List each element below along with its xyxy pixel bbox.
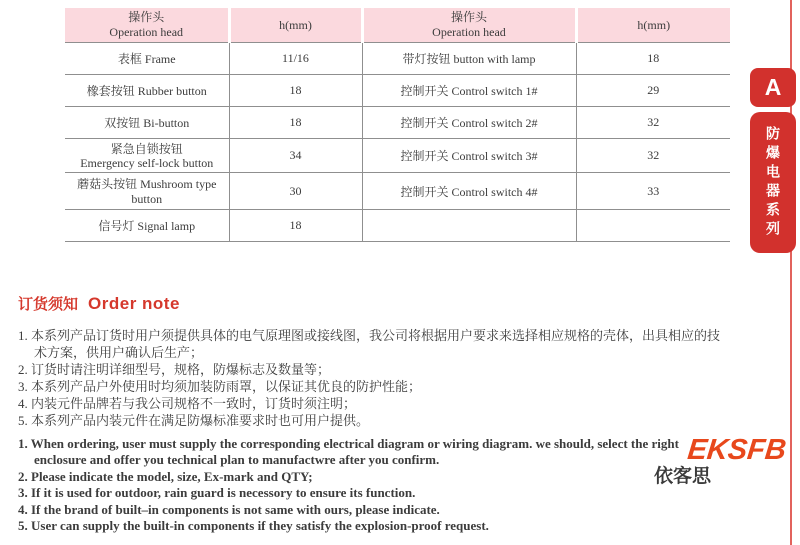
cell-right-label: 控制开关 Control switch 1# bbox=[362, 75, 576, 107]
cell-right-h: 33 bbox=[576, 173, 730, 210]
cell-left-label bbox=[65, 210, 229, 242]
brand-logo-chinese: 依客思 bbox=[654, 466, 712, 487]
cell-left-h: 11/16 bbox=[229, 43, 362, 75]
cell-text: 蘑菇头按钮 Mushroom type button bbox=[77, 177, 217, 206]
cell-right-h bbox=[576, 210, 730, 242]
cell-right-h: 29 bbox=[576, 75, 730, 107]
cell-right-h: 32 bbox=[576, 139, 730, 173]
table-header-row bbox=[65, 8, 730, 43]
note-item-en-5: 5. User can supply the built-in components if they satisfy the explosion-proof request. bbox=[18, 518, 489, 534]
cell-left-h: 18 bbox=[229, 107, 362, 139]
header-zh: 操作头 bbox=[450, 10, 487, 24]
cell-left-h: 18 bbox=[229, 75, 362, 107]
order-note-title-en: Order note bbox=[88, 294, 180, 313]
cell-text: 橡套按钮 Rubber button bbox=[86, 84, 207, 98]
cell-text: 信号灯 Signal lamp bbox=[98, 219, 196, 233]
table-row bbox=[65, 43, 730, 75]
brand-logo bbox=[654, 436, 786, 489]
col-header-h-left bbox=[229, 8, 362, 43]
cell-right-label: 控制开关 Control switch 3# bbox=[362, 139, 576, 173]
section-tab-series bbox=[750, 112, 796, 253]
note-item-en-4: 4. If the brand of built–in components is not same with ours, please indicate. bbox=[18, 501, 440, 517]
note-item-zh-5: 5. 本系列产品内装元件在满足防爆标准要求时也可用户提供。 bbox=[18, 413, 370, 428]
operation-head-spec-table bbox=[65, 8, 730, 242]
cell-right-h: 18 bbox=[576, 43, 730, 75]
header-en: Operation head bbox=[432, 25, 506, 39]
cell-left-label bbox=[65, 43, 229, 75]
cell-text-line2: Emergency self-lock button bbox=[80, 155, 214, 170]
table-row bbox=[65, 210, 730, 242]
col-header-operation-head-right bbox=[362, 8, 576, 43]
brand-logo-text: EKSFB bbox=[686, 434, 788, 466]
order-note-section bbox=[18, 293, 730, 534]
section-tab-letter bbox=[750, 68, 796, 107]
cell-right-label: 控制开关 Control switch 2# bbox=[362, 107, 576, 139]
note-item-en-2: 2. Please indicate the model, size, Ex-mark and QTY; bbox=[18, 468, 313, 484]
order-note-list-english bbox=[18, 436, 730, 534]
header-h-label: h(mm) bbox=[637, 17, 671, 32]
note-item-zh-2: 2. 订货时请注明详细型号，规格，防爆标志及数量等； bbox=[18, 362, 331, 377]
cell-right-h: 32 bbox=[576, 107, 730, 139]
cell-left-h: 34 bbox=[229, 139, 362, 173]
note-item-zh-3: 3. 本系列产品户外使用时均须加装防雨罩，以保证其优良的防护性能； bbox=[18, 379, 422, 394]
table-row bbox=[65, 139, 730, 173]
cell-text: 紧急自锁按钮 bbox=[110, 141, 183, 156]
order-note-title-zh: 订货须知 bbox=[18, 296, 79, 313]
cell-right-label bbox=[362, 210, 576, 242]
table-row bbox=[65, 75, 730, 107]
cell-left-label bbox=[65, 75, 229, 107]
note-item-zh-4: 4. 内装元件品牌若与我公司规格不一致时，订货时须注明； bbox=[18, 396, 357, 411]
table-row bbox=[65, 107, 730, 139]
cell-left-label bbox=[65, 107, 229, 139]
order-note-list-chinese bbox=[18, 327, 730, 429]
header-h-label: h(mm) bbox=[279, 17, 312, 32]
header-zh: 操作头 bbox=[128, 10, 165, 24]
cell-right-label: 控制开关 Control switch 4# bbox=[362, 173, 576, 210]
cell-left-h: 18 bbox=[229, 210, 362, 242]
cell-left-label bbox=[65, 173, 229, 210]
cell-text: 双按钮 Bi-button bbox=[104, 116, 190, 130]
cell-text: 表框 Frame bbox=[117, 52, 176, 66]
order-note-title bbox=[18, 293, 730, 314]
cell-right-label: 带灯按钮 button with lamp bbox=[362, 43, 576, 75]
series-label: 防爆电器系列 bbox=[765, 125, 781, 240]
section-letter: A bbox=[764, 74, 782, 100]
col-header-operation-head-left bbox=[65, 8, 229, 43]
note-item-en-3: 3. If it is used for outdoor, rain guard is necessory to ensure its function. bbox=[18, 485, 416, 501]
note-item-zh-1: 1. 本系列产品订货时用户须提供具体的电气原理图或接线图，我公司将根据用户要求来选择相应规格的壳体，出具相应的技术方案，供用户确认后生产； bbox=[18, 328, 721, 360]
cell-left-h: 30 bbox=[229, 173, 362, 210]
header-en: Operation head bbox=[109, 25, 184, 39]
cell-left-label bbox=[65, 139, 229, 173]
col-header-h-right bbox=[576, 8, 730, 43]
note-item-en-1: 1. When ordering, user must supply the corresponding electrical diagram or wiring diagram. we should, select the right enclosure and offer you technical plan to manufactwre after you confirm. bbox=[18, 436, 679, 468]
table-row bbox=[65, 173, 730, 210]
